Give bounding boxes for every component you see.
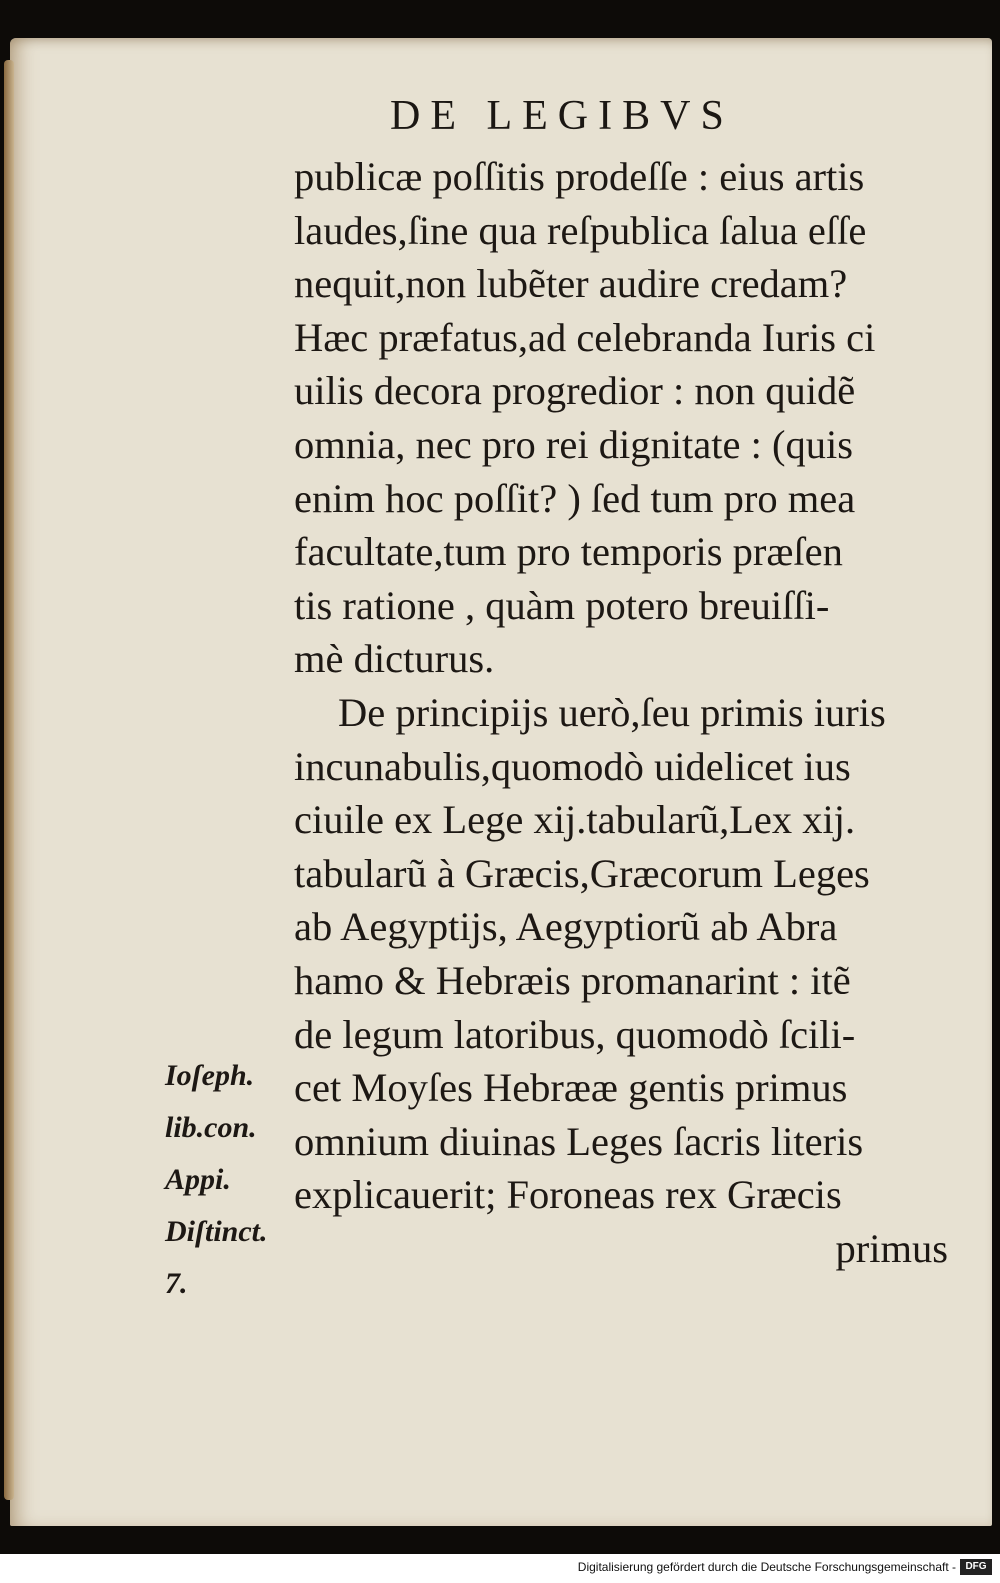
paragraph-start-line: De principijs uerò,ſeu primis iuris: [338, 689, 886, 735]
main-text-block: [294, 150, 954, 1275]
text-line: publicæ poſſitis prodeſſe : eius artis: [294, 154, 865, 199]
dfg-logo: DFG: [960, 1559, 992, 1575]
text-line: omnia, nec pro rei dignitate : (quis: [294, 421, 853, 467]
text-line: laudes,ſine qua reſpublica ſalua eſſe: [294, 207, 867, 253]
marginal-note-line: Appi.: [165, 1163, 231, 1196]
text-line: cet Moyſes Hebrææ gentis primus: [294, 1065, 848, 1111]
text-line: uilis decora progredior : non quidẽ: [294, 368, 856, 414]
page-edge: [4, 60, 14, 1500]
footer-bar: [0, 1554, 1000, 1583]
text-line: facultate,tum pro temporis præſen: [294, 529, 843, 575]
text-line: nequit,non lubẽter audire credam?: [294, 261, 848, 307]
marginal-note-line: 7.: [165, 1267, 188, 1300]
funding-credit: Digitalisierung gefördert durch die Deutsche Forschungsgemeinschaft -: [577, 1560, 956, 1574]
marginal-note-line: Diſtinct.: [165, 1215, 268, 1248]
running-title: DE LEGIBVS: [390, 93, 734, 139]
marginal-note-line: lib.con.: [165, 1111, 257, 1144]
text-line: ciuile ex Lege xij.tabularũ,Lex xij.: [294, 797, 856, 843]
text-line: tis ratione , quàm potero breuiſſi-: [294, 582, 830, 628]
text-line: ab Aegyptijs, Aegyptiorũ ab Abra: [294, 904, 838, 950]
text-line: omnium diuinas Leges ſacris literis: [294, 1118, 864, 1164]
text-line: de legum latoribus, quomodò ſcili-: [294, 1011, 856, 1057]
text-line: mè dicturus.: [294, 636, 495, 682]
text-line: enim hoc poſſit? ) ſed tum pro mea: [294, 475, 856, 521]
text-line: incunabulis,quomodò uidelicet ius: [294, 743, 851, 789]
text-line: explicauerit; Foroneas rex Græcis: [294, 1172, 842, 1218]
catchword: primus: [835, 1225, 948, 1271]
marginal-note-line: Ioſeph.: [165, 1059, 255, 1092]
text-line: tabularũ à Græcis,Græcorum Leges: [294, 850, 870, 896]
text-line: hamo & Hebræis promanarint : itẽ: [294, 957, 851, 1003]
text-line: Hæc præfatus,ad celebranda Iuris ci: [294, 314, 876, 360]
marginal-note: [165, 1050, 268, 1310]
